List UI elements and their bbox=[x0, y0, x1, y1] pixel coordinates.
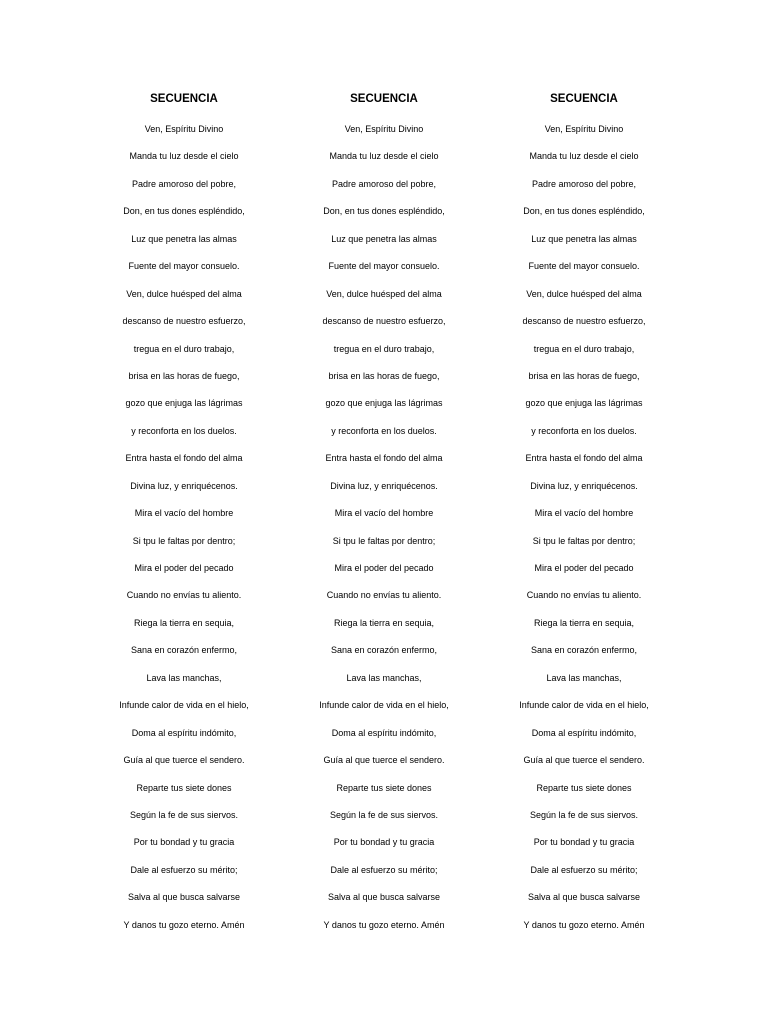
verse-line: brisa en las horas de fuego, bbox=[328, 370, 440, 381]
verse-line: Entra hasta el fondo del alma bbox=[125, 453, 243, 464]
verse-line: Riega la tierra en sequia, bbox=[333, 617, 435, 628]
verse-line: Según la fe de sus siervos. bbox=[529, 809, 639, 820]
verse-line: Cuando no envías tu aliento. bbox=[126, 590, 242, 601]
verse-line: Si tpu le faltas por dentro; bbox=[532, 535, 636, 546]
verse-line: Por tu bondad y tu gracia bbox=[133, 837, 235, 848]
verse-line: Infunde calor de vida en el hielo, bbox=[119, 700, 249, 711]
verse-line: Salva al que busca salvarse bbox=[127, 892, 241, 903]
verse-line: Divina luz, y enriquécenos. bbox=[530, 480, 638, 491]
verse-line: Luz que penetra las almas bbox=[331, 233, 437, 244]
verse-line: Sana en corazón enfermo, bbox=[130, 645, 238, 656]
verse-line: gozo que enjuga las lágrimas bbox=[325, 398, 443, 409]
verse-line: Luz que penetra las almas bbox=[531, 233, 637, 244]
verse-line: Dale al esfuerzo su mérito; bbox=[530, 864, 638, 875]
column-title: SECUENCIA bbox=[150, 93, 218, 105]
verse-line: Doma al espíritu indómito, bbox=[531, 727, 637, 738]
verse-line: Mira el poder del pecado bbox=[334, 563, 434, 573]
verse-line: Fuente del mayor consuelo. bbox=[528, 261, 640, 272]
verse-line: gozo que enjuga las lágrimas bbox=[125, 398, 243, 409]
verse-line: Lava las manchas, bbox=[146, 672, 222, 683]
column-title: SECUENCIA bbox=[350, 93, 418, 105]
verse-line: Ven, dulce huésped del alma bbox=[526, 288, 642, 299]
verse-line: Sana en corazón enfermo, bbox=[530, 645, 638, 656]
verse-line: Y danos tu gozo eterno. Amén bbox=[123, 919, 245, 930]
verse-line: y reconforta en los duelos. bbox=[131, 425, 237, 436]
verse-line: tregua en el duro trabajo, bbox=[333, 343, 435, 354]
sequence-column-right bbox=[484, 90, 684, 940]
verse-line: Fuente del mayor consuelo. bbox=[128, 261, 240, 272]
verse-line: Guía al que tuerce el sendero. bbox=[323, 755, 445, 766]
verse-line: Lava las manchas, bbox=[546, 672, 622, 683]
verse-line: Mira el poder del pecado bbox=[534, 563, 634, 573]
verse-line: Por tu bondad y tu gracia bbox=[333, 837, 435, 848]
verse-line: Reparte tus siete dones bbox=[336, 782, 432, 793]
verse-line: Sana en corazón enfermo, bbox=[330, 645, 438, 656]
verse-line: Divina luz, y enriquécenos. bbox=[330, 480, 438, 491]
verse-line: Don, en tus dones espléndido, bbox=[323, 206, 445, 217]
verse-line: brisa en las horas de fuego, bbox=[528, 370, 640, 381]
verse-line: Ven, Espíritu Divino bbox=[544, 124, 624, 134]
verse-line: Mira el vacío del hombre bbox=[534, 508, 634, 519]
verse-line: Manda tu luz desde el cielo bbox=[529, 151, 639, 162]
verse-line: Guía al que tuerce el sendero. bbox=[123, 755, 245, 766]
verse-line: Mira el vacío del hombre bbox=[334, 508, 434, 519]
verse-line: Salva al que busca salvarse bbox=[327, 892, 441, 903]
verse-line: Padre amoroso del pobre, bbox=[131, 178, 237, 189]
verse-line: Doma al espíritu indómito, bbox=[131, 727, 237, 738]
verse-line: brisa en las horas de fuego, bbox=[128, 370, 240, 381]
verse-line: Ven, dulce huésped del alma bbox=[126, 288, 242, 299]
verse-list bbox=[284, 117, 484, 940]
verse-line: Don, en tus dones espléndido, bbox=[123, 206, 245, 217]
verse-line: Según la fe de sus siervos. bbox=[129, 809, 239, 820]
verse-line: Salva al que busca salvarse bbox=[527, 892, 641, 903]
verse-line: Y danos tu gozo eterno. Amén bbox=[523, 919, 645, 930]
verse-line: Si tpu le faltas por dentro; bbox=[332, 535, 436, 546]
verse-line: Riega la tierra en sequia, bbox=[133, 617, 235, 628]
verse-line: Infunde calor de vida en el hielo, bbox=[519, 700, 649, 711]
verse-line: Fuente del mayor consuelo. bbox=[328, 261, 440, 272]
verse-line: descanso de nuestro esfuerzo, bbox=[122, 316, 246, 327]
verse-line: Divina luz, y enriquécenos. bbox=[130, 480, 238, 491]
verse-line: Reparte tus siete dones bbox=[136, 782, 232, 793]
verse-line: Dale al esfuerzo su mérito; bbox=[330, 864, 438, 875]
verse-line: tregua en el duro trabajo, bbox=[533, 343, 635, 354]
verse-line: Manda tu luz desde el cielo bbox=[329, 151, 439, 162]
verse-line: Ven, Espíritu Divino bbox=[344, 124, 424, 134]
verse-line: tregua en el duro trabajo, bbox=[133, 343, 235, 354]
verse-line: y reconforta en los duelos. bbox=[531, 425, 637, 436]
verse-line: Mira el vacío del hombre bbox=[134, 508, 234, 519]
verse-line: Infunde calor de vida en el hielo, bbox=[319, 700, 449, 711]
verse-line: Mira el poder del pecado bbox=[134, 563, 234, 573]
verse-line: Cuando no envías tu aliento. bbox=[526, 590, 642, 601]
column-title: SECUENCIA bbox=[550, 93, 618, 105]
verse-line: Si tpu le faltas por dentro; bbox=[132, 535, 236, 546]
sequence-column-middle bbox=[284, 90, 484, 940]
verse-line: Reparte tus siete dones bbox=[536, 782, 632, 793]
verse-line: Dale al esfuerzo su mérito; bbox=[130, 864, 238, 875]
verse-line: descanso de nuestro esfuerzo, bbox=[522, 316, 646, 327]
verse-line: Ven, dulce huésped del alma bbox=[326, 288, 442, 299]
verse-line: y reconforta en los duelos. bbox=[331, 425, 437, 436]
verse-list bbox=[484, 117, 684, 940]
verse-line: Cuando no envías tu aliento. bbox=[326, 590, 442, 601]
verse-line: Manda tu luz desde el cielo bbox=[129, 151, 239, 162]
verse-line: Don, en tus dones espléndido, bbox=[523, 206, 645, 217]
verse-line: Doma al espíritu indómito, bbox=[331, 727, 437, 738]
verse-line: Guía al que tuerce el sendero. bbox=[523, 755, 645, 766]
verse-line: gozo que enjuga las lágrimas bbox=[525, 398, 643, 409]
verse-line: Ven, Espíritu Divino bbox=[144, 124, 224, 134]
verse-list bbox=[84, 117, 284, 940]
verse-line: Según la fe de sus siervos. bbox=[329, 809, 439, 820]
verse-line: Entra hasta el fondo del alma bbox=[525, 453, 643, 464]
verse-line: Entra hasta el fondo del alma bbox=[325, 453, 443, 464]
verse-line: Riega la tierra en sequia, bbox=[533, 617, 635, 628]
verse-line: Luz que penetra las almas bbox=[131, 233, 237, 244]
sequence-column-left bbox=[84, 90, 284, 940]
verse-line: Y danos tu gozo eterno. Amén bbox=[323, 919, 445, 930]
verse-line: descanso de nuestro esfuerzo, bbox=[322, 316, 446, 327]
verse-line: Padre amoroso del pobre, bbox=[531, 178, 637, 189]
verse-line: Por tu bondad y tu gracia bbox=[533, 837, 635, 848]
verse-line: Padre amoroso del pobre, bbox=[331, 178, 437, 189]
verse-line: Lava las manchas, bbox=[346, 672, 422, 683]
